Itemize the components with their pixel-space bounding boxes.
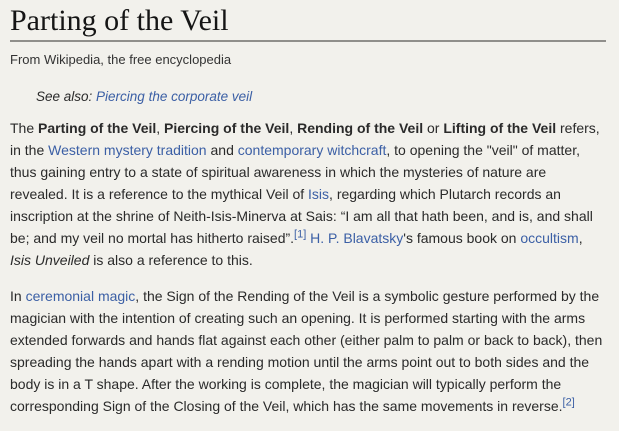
hatnote-link[interactable]: Piercing the corporate veil <box>96 89 253 104</box>
article-link[interactable]: Isis <box>308 186 330 202</box>
italic-title: Isis Unveiled <box>10 252 90 268</box>
paragraph-ceremonial-magic: In ceremonial magic, the Sign of the Rending of the Veil is a symbolic gesture performed by the magician with the intention of creating such an opening. It is performed starting with the arms extended forwards and hands flat against each other (either palm to palm or back to back), then spreading the hands apart with a rending motion until the arms point out to both sides and the body is in a T shape. After the working is complete, the magician will typically perform the corresponding Sign of the Closing of the Veil, which has the same movements in reverse.[2] <box>10 288 603 414</box>
hatnote-prefix: See also: <box>36 89 97 104</box>
page-title: Parting of the Veil <box>10 3 606 42</box>
article-body <box>10 117 606 417</box>
bold-term: Piercing of the Veil <box>164 120 290 136</box>
article-link[interactable]: H. P. Blavatsky <box>310 230 404 246</box>
article-link[interactable]: occultism <box>520 230 579 246</box>
reference-superscript <box>563 396 575 408</box>
article-link[interactable]: contemporary witchcraft <box>237 142 387 158</box>
article-link[interactable]: ceremonial magic <box>25 288 136 304</box>
paragraph-intro: The Parting of the Veil, Piercing of the Veil, Rending of the Veil or Lifting of the Veil refers, in the Western mystery tradition and contemporary witchcraft, to opening the "veil" of matter, thus gaining entry to a state of spiritual awareness in which the mysteries of nature are revealed. It is a reference to the mythical Veil of Isis, regarding which Plutarch records an inscription at the shrine of Neith-Isis-Minerva at Sais: “I am all that hath been, and is, and shall be; and my veil no mortal has hitherto raised”.[1] H. P. Blavatsky's famous book on occultism, Isis Unveiled is also a reference to this. <box>10 120 600 268</box>
reference-link[interactable]: [1] <box>294 228 307 241</box>
reference-superscript <box>294 228 306 240</box>
site-subtitle: From Wikipedia, the free encyclopedia <box>10 52 232 67</box>
bold-term: Rending of the Veil <box>297 120 424 136</box>
reference-link[interactable]: [2] <box>562 396 575 409</box>
bold-term: Parting of the Veil <box>38 120 157 136</box>
bold-term: Lifting of the Veil <box>443 120 557 136</box>
article-link[interactable]: Western mystery tradition <box>48 142 207 158</box>
hatnote <box>36 89 606 104</box>
